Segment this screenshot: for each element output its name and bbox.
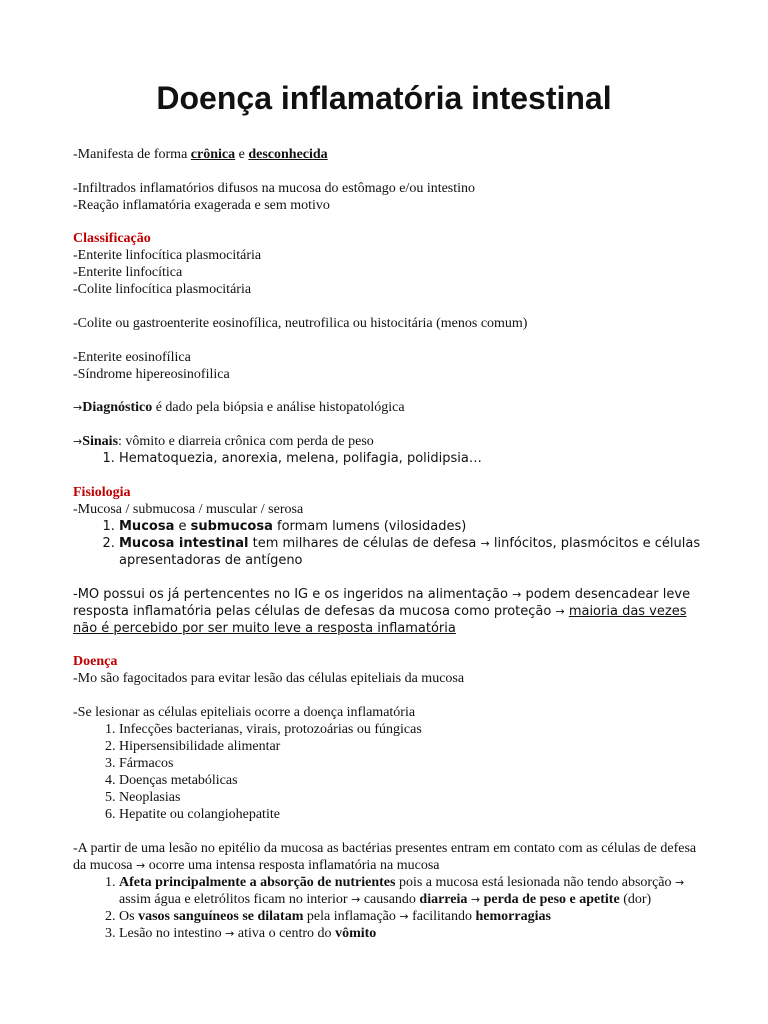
bold-text: vasos sanguíneos se dilatam [138, 908, 304, 924]
arrow-icon: → [73, 435, 83, 449]
text: pela inflamação [303, 908, 400, 924]
arrow-icon: → [135, 858, 146, 872]
arrow-icon: → [512, 587, 522, 601]
text-line: -Mo são fagocitados para evitar lesão das células epiteliais da mucosa [73, 671, 465, 687]
bold-text: Mucosa [119, 518, 175, 534]
bold-text: vômito [335, 925, 377, 941]
text: Lesão no intestino [119, 925, 226, 941]
list-item [119, 908, 703, 925]
text: facilitando [408, 908, 476, 924]
text: ativa o centro do [234, 925, 336, 941]
list-item [119, 518, 703, 535]
final-list [73, 874, 703, 942]
intro-keyword-desconhecida: desconhecida [248, 147, 328, 162]
list-item [119, 535, 703, 569]
intro-keyword-cronica: crônica [190, 147, 236, 162]
list-item: 3. Fármacos [119, 755, 703, 772]
sinais-label: Sinais [82, 434, 119, 450]
partir-paragraph [73, 840, 703, 874]
bold-text: perda de peso e apetite [483, 891, 620, 907]
intro-line [73, 146, 703, 163]
section-heading-doenca: Doença [73, 654, 118, 670]
fisiologia-list [73, 518, 703, 569]
arrow-icon: → [351, 892, 361, 906]
text-line: -Se lesionar as células epiteliais ocorre a doença inflamatória [73, 704, 416, 720]
underlined-text: maioria das vezes não é percebido por ser muito leve a resposta inflamatória [73, 603, 687, 636]
text: causando [360, 891, 420, 907]
text-line: -Reação inflamatória exagerada e sem motivo [73, 197, 330, 213]
text: ocorre uma intensa resposta inflamatória na mucosa [145, 857, 440, 873]
list-item [119, 925, 703, 942]
text: (dor) [619, 891, 652, 907]
diagnostico-line [73, 399, 703, 416]
list-item [119, 874, 703, 908]
arrow-icon: → [675, 875, 685, 889]
text: tem milhares de células de defesa [248, 535, 481, 551]
text: pois a mucosa está lesionada não tendo absorção [395, 874, 675, 890]
arrow-icon: → [399, 909, 409, 923]
text-line: -Enterite linfocítica [73, 265, 183, 281]
section-heading-classificacao: Classificação [73, 231, 151, 247]
arrow-icon: → [225, 926, 235, 940]
list-item: 4. Doenças metabólicas [119, 772, 703, 789]
text-line: -Síndrome hipereosinofilica [73, 366, 230, 382]
section-heading-fisiologia: Fisiologia [73, 484, 131, 500]
sinais-list [73, 450, 703, 467]
list-item: 1. Infecções bacterianas, virais, protozoárias ou fúngicas [119, 721, 703, 738]
list-item: 1. Hematoquezia, anorexia, melena, polifagia, polidipsia… [119, 450, 703, 467]
mo-paragraph [73, 586, 703, 637]
text: assim água e eletrólitos ficam no interior [119, 891, 352, 907]
sinais-text: : vômito e diarreia crônica com perda de peso [118, 434, 374, 450]
arrow-icon: → [555, 604, 565, 618]
bold-text: Mucosa intestinal [119, 535, 249, 551]
doenca-list [73, 721, 703, 823]
diagnostico-text: é dado pela biópsia e análise histopatológica [152, 400, 405, 416]
bold-text: diarreia [419, 891, 468, 907]
diagnostico-label: Diagnóstico [82, 400, 153, 416]
text: -A partir de uma lesão no epitélio da mucosa as bactérias presentes entram em contato com as células de defesa da mucosa [73, 840, 697, 873]
bold-text: submucosa [190, 518, 273, 534]
text: podem desencadear leve resposta inflamatória pelas células de defesas da mucosa como proteção [73, 586, 691, 619]
list-item: 2. Hipersensibilidade alimentar [119, 738, 703, 755]
text-line: -Infiltrados inflamatórios difusos na mucosa do estômago e/ou intestino [73, 180, 476, 196]
text-line: -Colite ou gastroenterite eosinofílica, neutrofilica ou histocitária (menos comum) [73, 316, 528, 332]
text: -MO possui os já pertencentes no IG e os ingeridos na alimentação [73, 586, 513, 602]
arrow-icon: → [470, 892, 481, 906]
text-line: -Enterite eosinofílica [73, 349, 191, 365]
text-line: -Mucosa / submucosa / muscular / serosa [73, 501, 304, 517]
intro-text: e [235, 147, 249, 162]
intro-text: -Manifesta de forma [73, 147, 191, 162]
text-line: -Enterite linfocítica plasmocitária [73, 248, 262, 264]
arrow-icon: → [73, 401, 83, 415]
text-line: -Colite linfocítica plasmocitária [73, 282, 252, 298]
bold-text: Afeta principalmente a absorção de nutrientes [119, 874, 396, 890]
document-body [73, 146, 703, 942]
arrow-icon: → [480, 536, 490, 550]
sinais-line [73, 433, 703, 450]
text: Os [119, 908, 139, 924]
list-item: 6. Hepatite ou colangiohepatite [119, 806, 703, 823]
page-title: Doença inflamatória intestinal [156, 80, 612, 116]
text: formam lumens (vilosidades) [272, 518, 467, 534]
bold-text: hemorragias [475, 908, 551, 924]
text: e [174, 518, 191, 534]
list-item: 5. Neoplasias [119, 789, 703, 806]
text: linfócitos, plasmócitos e células apresentadoras de antígeno [119, 535, 701, 568]
